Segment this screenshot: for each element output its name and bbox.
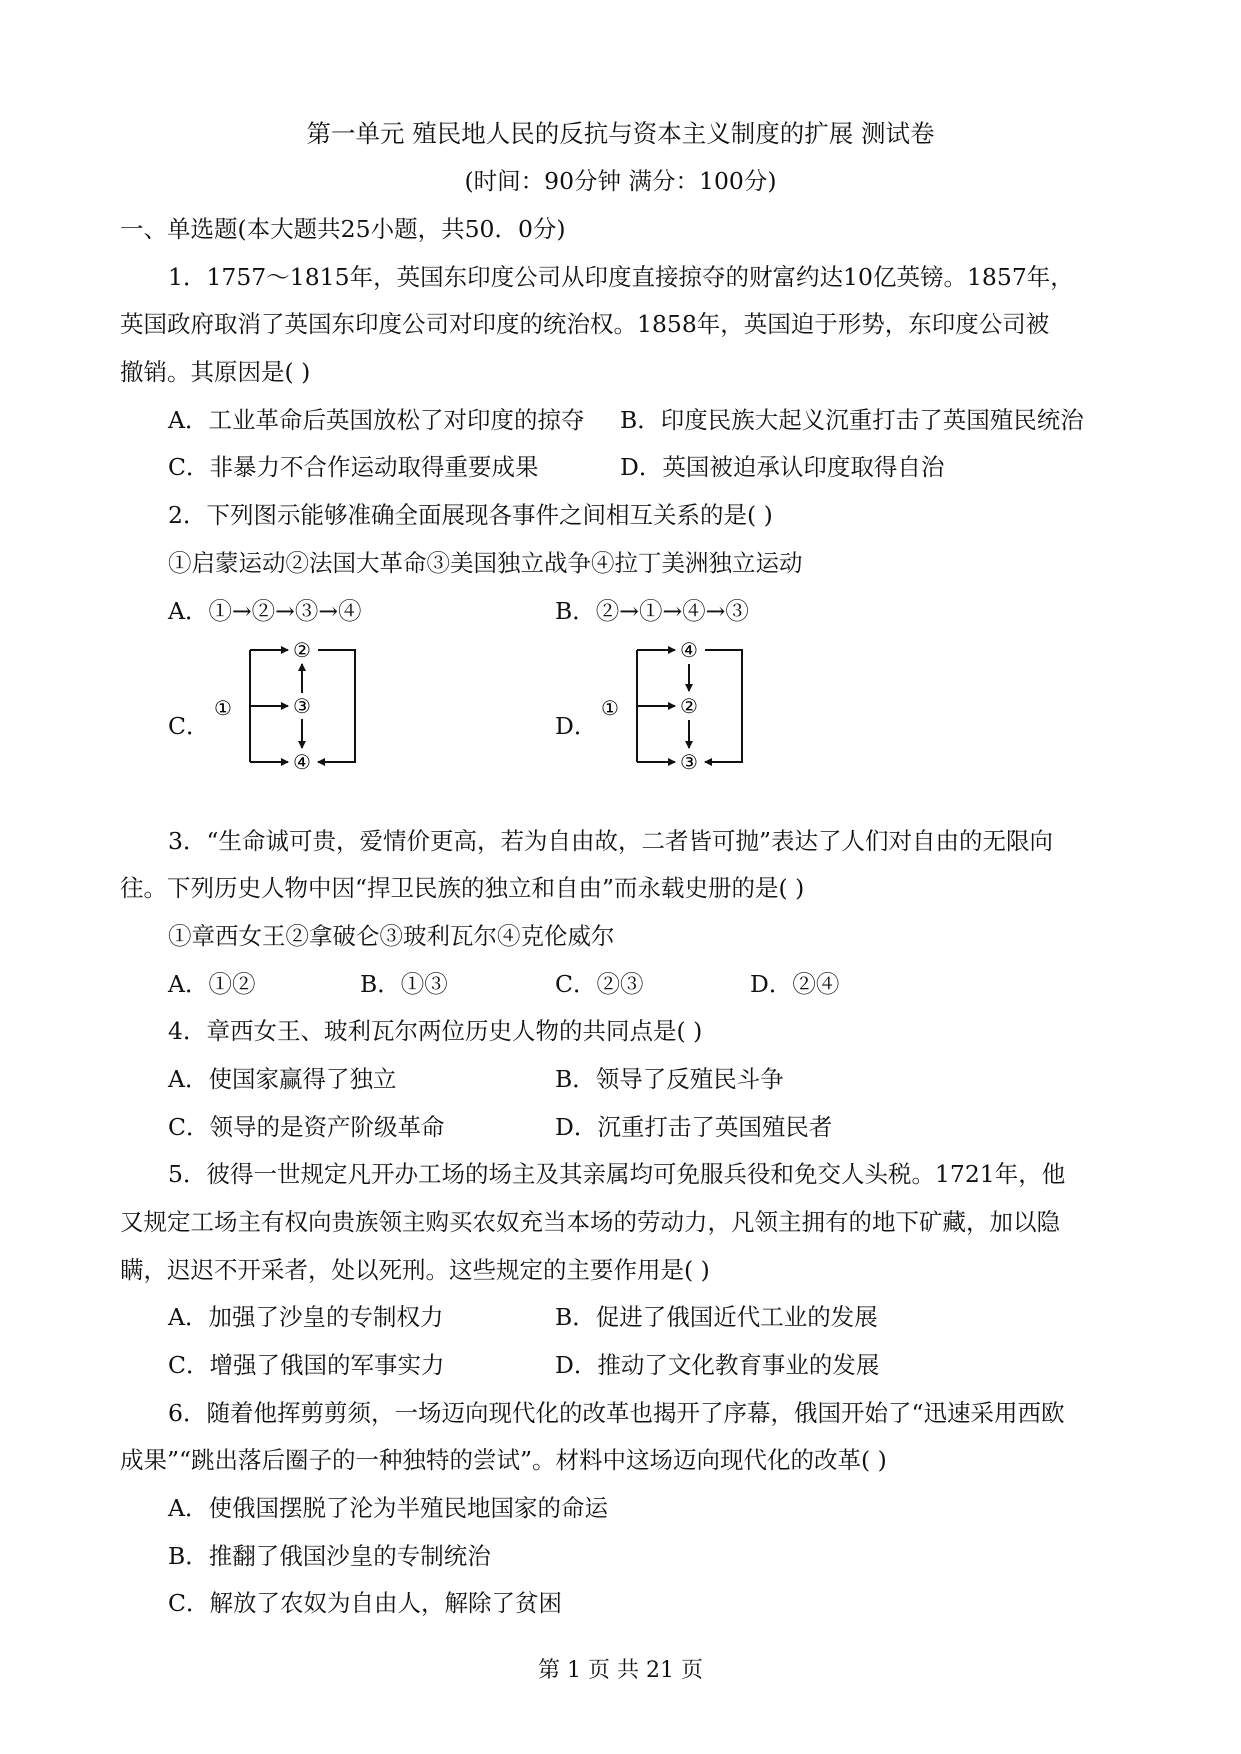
q2-option-c: C． xyxy=(168,712,210,740)
q3-option-b: B．①③ xyxy=(360,970,448,998)
q2-option-d: D． xyxy=(555,712,598,740)
q6-option-b: B．推翻了俄国沙皇的专制统治 xyxy=(168,1542,491,1570)
q5-option-b: B．促进了俄国近代工业的发展 xyxy=(555,1303,878,1331)
q1-option-d: D．英国被迫承认印度取得自治 xyxy=(620,453,945,481)
q2-option-a: A．①→②→③→④ xyxy=(168,597,362,625)
diagram-d-node-left: ① xyxy=(601,696,619,720)
q4-stem-line-1: 4．章西女王、玻利瓦尔两位历史人物的共同点是( ) xyxy=(168,1017,703,1045)
q3-stem-line-1: 3．“生命诚可贵，爱情价更高，若为自由故，二者皆可抛”表达了人们对自由的无限向 xyxy=(168,827,1053,855)
q5-option-a: A．加强了沙皇的专制权力 xyxy=(168,1303,444,1331)
q1-option-a: A．工业革命后英国放松了对印度的掠夺 xyxy=(168,406,585,434)
q6-stem-line-2: 成果”“跳出落后圈子的一种独特的尝试”。材料中这场迈向现代化的改革( ) xyxy=(120,1446,887,1474)
q1-option-b: B．印度民族大起义沉重打击了英国殖民统治 xyxy=(620,406,1084,434)
q5-option-d: D．推动了文化教育事业的发展 xyxy=(555,1351,880,1379)
q4-option-b: B．领导了反殖民斗争 xyxy=(555,1065,784,1093)
q1-stem-line-1: 1．1757～1815年，英国东印度公司从印度直接掠夺的财富约达10亿英镑。1857年， xyxy=(168,263,1074,291)
q2-diagram-d xyxy=(587,635,757,775)
q6-stem-line-1: 6．随着他挥剪剪须，一场迈向现代化的改革也揭开了序幕，俄国开始了“迅速采用西欧 xyxy=(168,1399,1065,1427)
q5-stem-line-2: 又规定工场主有权向贵族领主购买农奴充当本场的劳动力，凡领主拥有的地下矿藏，加以隐 xyxy=(120,1208,1060,1236)
q4-option-a: A．使国家赢得了独立 xyxy=(168,1065,397,1093)
document-subtitle: (时间：90分钟 满分：100分) xyxy=(464,167,777,195)
diagram-d-node-middle: ② xyxy=(680,694,698,718)
q4-option-d: D．沉重打击了英国殖民者 xyxy=(555,1113,833,1141)
diagram-c-node-bottom: ④ xyxy=(293,750,311,774)
q3-option-c: C．②③ xyxy=(555,970,644,998)
q3-items: ①章西女王②拿破仑③玻利瓦尔④克伦威尔 xyxy=(168,922,615,950)
section-heading: 一、单选题(本大题共25小题，共50．0分) xyxy=(120,215,566,243)
document-title: 第一单元 殖民地人民的反抗与资本主义制度的扩展 测试卷 xyxy=(306,119,935,148)
q5-stem-line-3: 瞒，迟迟不开采者，处以死刑。这些规定的主要作用是( ) xyxy=(120,1256,710,1284)
diagram-c-node-top: ② xyxy=(293,638,311,662)
q2-option-b: B．②→①→④→③ xyxy=(555,597,749,625)
q6-option-c: C．解放了农奴为自由人，解除了贫困 xyxy=(168,1589,562,1617)
page-number: 第 1 页 共 21 页 xyxy=(538,1658,703,1683)
q2-items: ①启蒙运动②法国大革命③美国独立战争④拉丁美洲独立运动 xyxy=(168,549,803,577)
q3-stem-line-2: 往。下列历史人物中因“捍卫民族的独立和自由”而永载史册的是( ) xyxy=(120,874,805,902)
q2-stem-line-1: 2．下列图示能够准确全面展现各事件之间相互关系的是( ) xyxy=(168,501,773,529)
q3-option-a: A．①② xyxy=(168,970,256,998)
q5-stem-line-1: 5．彼得一世规定凡开办工场的场主及其亲属均可免服兵役和免交人头税。1721年，他 xyxy=(168,1160,1066,1188)
q1-stem-line-3: 撤销。其原因是( ) xyxy=(120,358,311,386)
q4-option-c: C．领导的是资产阶级革命 xyxy=(168,1113,445,1141)
diagram-c-node-left: ① xyxy=(214,696,232,720)
q1-stem-line-2: 英国政府取消了英国东印度公司对印度的统治权。1858年，英国迫于形势，东印度公司被 xyxy=(120,310,1050,338)
diagram-c-node-middle: ③ xyxy=(293,694,311,718)
q3-option-d: D．②④ xyxy=(750,970,840,998)
q5-option-c: C．增强了俄国的军事实力 xyxy=(168,1351,445,1379)
diagram-d-node-top: ④ xyxy=(680,638,698,662)
q6-option-a: A．使俄国摆脱了沦为半殖民地国家的命运 xyxy=(168,1494,608,1522)
diagram-d-node-bottom: ③ xyxy=(680,750,698,774)
q2-diagram-c xyxy=(200,635,370,775)
q1-option-c: C．非暴力不合作运动取得重要成果 xyxy=(168,453,539,481)
